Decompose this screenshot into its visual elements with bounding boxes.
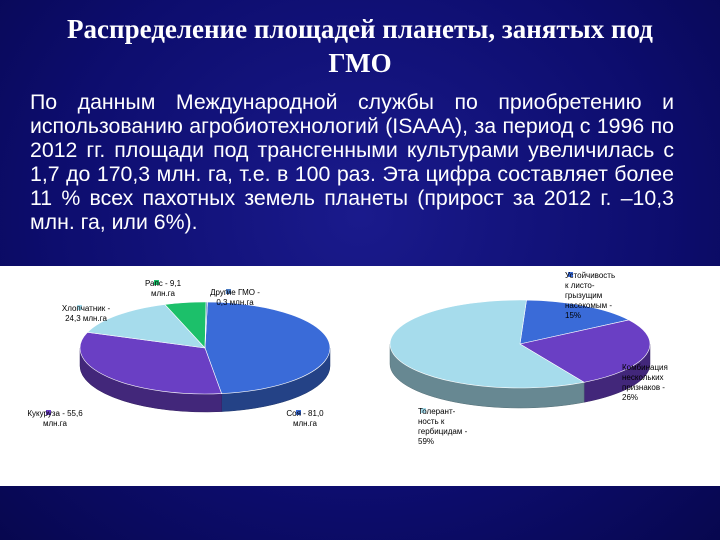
label-line: грызущим [565, 291, 603, 300]
pie-chart-1 [80, 302, 330, 412]
label-line: млн.га [43, 419, 67, 428]
pie1-label-4 [145, 279, 182, 298]
label-line: млн.га [151, 289, 175, 298]
label-line: Другие ГМО - [210, 288, 260, 297]
label-line: Устойчивость [565, 271, 616, 280]
label-line: 59% [418, 437, 435, 446]
pie2-label-3 [418, 407, 468, 446]
pie2-label-2 [622, 363, 668, 402]
label-line: Рапс - 9,1 [144, 279, 182, 288]
label-line: Кукуруза - 55,6 [27, 409, 83, 418]
label-line: Хлопчатник - [61, 304, 111, 313]
label-line: 26% [622, 393, 639, 402]
charts-panel [0, 266, 720, 486]
label-line: Комбинация [622, 363, 668, 372]
slide-title: Распределение площадей планеты, занятых под ГМО [67, 14, 653, 78]
pie1-label-2 [27, 409, 83, 428]
label-line: 0,3 млн.га [216, 298, 254, 307]
label-line: млн.га [293, 419, 317, 428]
label-line: Соя - 81,0 [286, 409, 324, 418]
pie1-label-3 [62, 304, 111, 323]
label-line: ность к [418, 417, 445, 426]
pie1-label-1 [286, 409, 324, 428]
label-line: 15% [565, 311, 582, 320]
pie1-label-5 [210, 288, 260, 307]
slide-paragraph: По данным Международной службы по приобретению и использованию агробиотехнологий (ISAAA), за период с 1996 по 2012 гг. площади под трансгенными культурами увеличилась с 1,7 до 170,3 млн. га, т.е. в 100 раз. Эта цифра составляет более 11 % всех пахотных земель планеты (прирост за 2012 г. –10,3 млн. га, или 6%). [30, 90, 674, 234]
label-line: 24,3 млн.га [65, 314, 107, 323]
pie-chart-2 [390, 300, 650, 408]
pie-charts [0, 266, 720, 486]
label-line: признаков - [622, 383, 665, 392]
label-line: нескольких [622, 373, 664, 382]
label-line: к листо- [565, 281, 595, 290]
label-line: Толерант- [418, 407, 456, 416]
label-line: гербицидам - [418, 427, 468, 436]
label-line: насекомым - [565, 301, 612, 310]
